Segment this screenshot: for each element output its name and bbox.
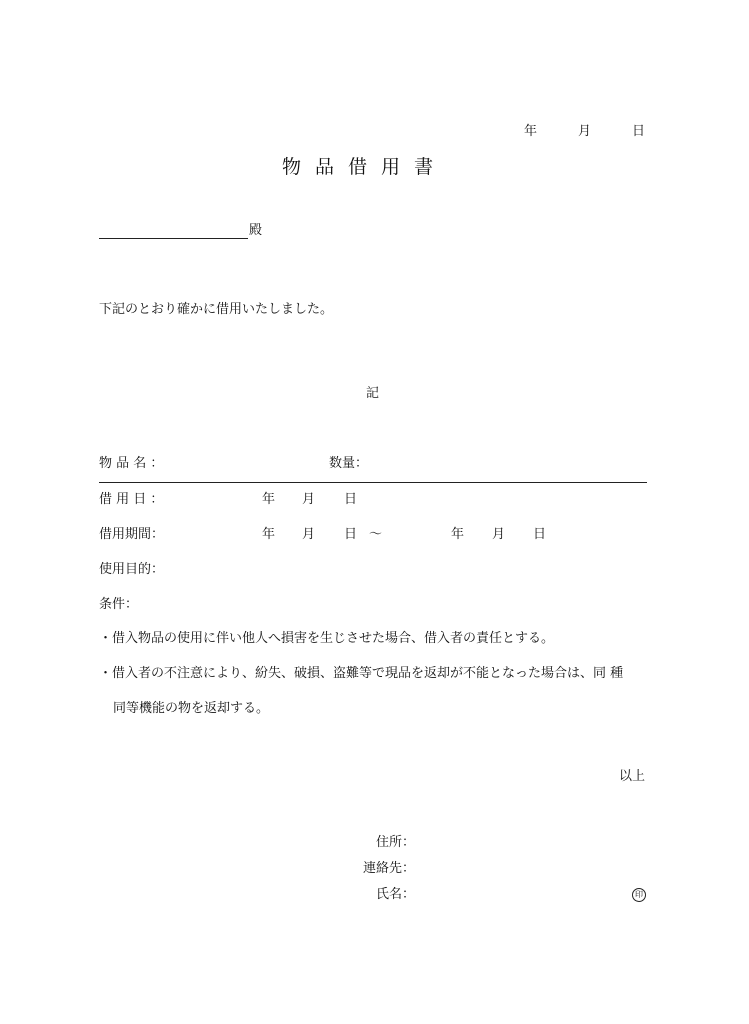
recipient-suffix: 殿 [249,223,263,238]
closing-text: 以上 [619,769,646,784]
period-end-day: 日 [533,527,547,542]
document-title: 物品借用書 [282,156,448,178]
quantity-label: 数量： [329,456,369,471]
period-end-month: 月 [492,527,506,542]
seal-mark: 印 [632,888,646,902]
period-tilde: ～ [369,527,383,542]
conditions-label: 条件： [99,597,139,612]
condition-line-1: ・借入物品の使用に伴い他人へ損害を生じさせた場合、借入者の責任とする。 [99,631,555,646]
borrow-date-day: 日 [344,492,358,507]
period-start-year: 年 [262,527,276,542]
period-start-month: 月 [302,527,316,542]
purpose-label: 使用目的： [99,562,165,577]
borrow-date-year: 年 [262,492,276,507]
borrow-date-label: 借 用 日 ： [99,492,164,507]
condition-line-3: 同等機能の物を返却する。 [113,701,270,716]
signature-address-label: 住所： [376,835,416,850]
item-divider [99,482,647,483]
borrow-period-label: 借用期間： [99,527,165,542]
header-date-day: 日 [632,124,646,139]
period-end-year: 年 [451,527,465,542]
item-name-label: 物 品 名 ： [99,456,164,471]
period-start-day: 日 [344,527,358,542]
header-date-year: 年 [524,124,538,139]
ki-heading: 記 [366,386,380,401]
recipient-blank-line [99,224,248,239]
intro-text: 下記のとおり確かに借用いたしました。 [99,302,334,317]
header-date-month: 月 [578,124,592,139]
borrow-date-month: 月 [302,492,316,507]
signature-name-label: 氏名： [376,887,416,902]
condition-line-2: ・借入者の不注意により、紛失、破損、盗難等で現品を返却が不能となった場合は、同 種 [99,666,624,681]
signature-contact-label: 連絡先： [363,861,416,876]
